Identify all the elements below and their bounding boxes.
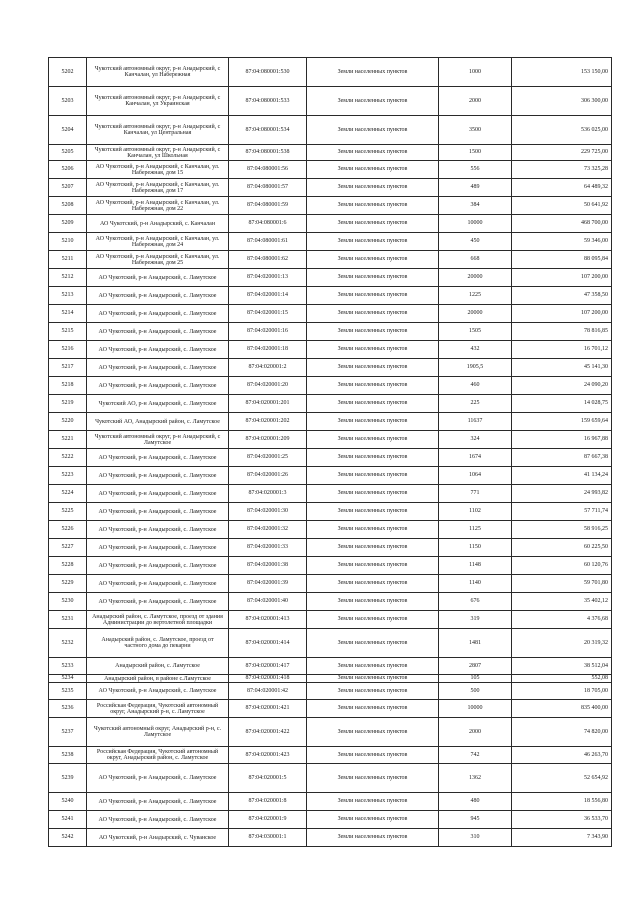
area-cell: 1102 [439,503,512,521]
row-number: 5225 [49,503,87,521]
address-cell: АО Чукотский, р-н Анадырский, с Канчалан, ул. Набережная, дом 22 [87,197,229,215]
land-category-cell: Земли населенных пунктов [307,341,439,359]
cadastral-number-cell: 87:04:020001:423 [229,747,307,764]
cadastral-value-cell: 7 343,90 [512,829,612,847]
area-cell: 1500 [439,145,512,161]
cadastral-number-cell: 87:04:080001:6 [229,215,307,233]
row-number: 5226 [49,521,87,539]
area-cell: 1125 [439,521,512,539]
cadastral-number-cell: 87:04:080001:56 [229,161,307,179]
row-number: 5232 [49,629,87,658]
area-cell: 450 [439,233,512,251]
address-cell: Чукотский автономный округ, р-н Анадырский, с Канчалан, ул Центральная [87,116,229,145]
land-category-cell: Земли населенных пунктов [307,197,439,215]
cadastral-number-cell: 87:04:080001:61 [229,233,307,251]
row-number: 5224 [49,485,87,503]
address-cell: АО Чукотский, р-н Анадырский, с. Ламутское [87,811,229,829]
area-cell: 1362 [439,764,512,793]
cadastral-value-cell: 18 705,00 [512,683,612,700]
table-row [49,87,612,116]
land-category-cell: Земли населенных пунктов [307,287,439,305]
address-cell: АО Чукотский, р-н Анадырский, с. Ламутское [87,305,229,323]
table-row [49,575,612,593]
land-category-cell: Земли населенных пунктов [307,377,439,395]
land-category-cell: Земли населенных пунктов [307,629,439,658]
address-cell: АО Чукотский, р-н Анадырский, с. Ламутское [87,485,229,503]
address-cell: АО Чукотский, р-н Анадырский, с. Ламутское [87,269,229,287]
cadastral-value-cell: 35 402,12 [512,593,612,611]
cadastral-number-cell: 87:04:020001:20 [229,377,307,395]
cadastral-number-cell: 87:04:020001:421 [229,700,307,718]
table-row [49,58,612,87]
address-cell: АО Чукотский, р-н Анадырский, с. Ламутское [87,683,229,700]
cadastral-value-cell: 229 725,00 [512,145,612,161]
land-category-cell: Земли населенных пунктов [307,233,439,251]
address-cell: Анадырский район, с. Ламутское, проезд от частного дома до пекарни [87,629,229,658]
cadastral-number-cell: 87:04:020001:33 [229,539,307,557]
area-cell: 1148 [439,557,512,575]
cadastral-value-cell: 78 816,85 [512,323,612,341]
land-category-cell: Земли населенных пунктов [307,811,439,829]
land-register-page [48,57,611,847]
cadastral-value-cell: 50 641,92 [512,197,612,215]
cadastral-number-cell: 87:04:020001:422 [229,718,307,747]
cadastral-number-cell: 87:04:020001:202 [229,413,307,431]
address-cell: АО Чукотский, р-н Анадырский, с. Ламутское [87,467,229,485]
cadastral-value-cell: 73 325,28 [512,161,612,179]
cadastral-value-cell: 18 556,80 [512,793,612,811]
row-number: 5219 [49,395,87,413]
area-cell: 324 [439,431,512,449]
table-row [49,251,612,269]
cadastral-number-cell: 87:04:020001:38 [229,557,307,575]
land-category-cell: Земли населенных пунктов [307,675,439,683]
table-row [49,323,612,341]
cadastral-value-cell: 20 319,32 [512,629,612,658]
row-number: 5240 [49,793,87,811]
row-number: 5239 [49,764,87,793]
cadastral-value-cell: 24 090,20 [512,377,612,395]
land-plots-table [48,57,612,847]
area-cell: 668 [439,251,512,269]
address-cell: АО Чукотский, р-н Анадырский, с. Ламутское [87,449,229,467]
cadastral-number-cell: 87:04:020001:32 [229,521,307,539]
table-row [49,269,612,287]
cadastral-number-cell: 87:04:020001:418 [229,675,307,683]
area-cell: 771 [439,485,512,503]
cadastral-value-cell: 24 993,82 [512,485,612,503]
row-number: 5212 [49,269,87,287]
land-category-cell: Земли населенных пунктов [307,179,439,197]
table-row [49,485,612,503]
land-category-cell: Земли населенных пунктов [307,215,439,233]
land-category-cell: Земли населенных пунктов [307,116,439,145]
cadastral-value-cell: 552,08 [512,675,612,683]
cadastral-number-cell: 87:04:080001:62 [229,251,307,269]
cadastral-number-cell: 87:04:020001:14 [229,287,307,305]
row-number: 5203 [49,87,87,116]
row-number: 5206 [49,161,87,179]
table-row [49,377,612,395]
area-cell: 10000 [439,215,512,233]
area-cell: 742 [439,747,512,764]
cadastral-number-cell: 87:04:020001:39 [229,575,307,593]
area-cell: 945 [439,811,512,829]
address-cell: Российская Федерация, Чукотский автономный округ, Анадырский р-н, с. Ламутское [87,700,229,718]
land-category-cell: Земли населенных пунктов [307,764,439,793]
table-row [49,145,612,161]
address-cell: АО Чукотский, р-н Анадырский, с. Канчалан [87,215,229,233]
land-category-cell: Земли населенных пунктов [307,449,439,467]
address-cell: АО Чукотский, р-н Анадырский, с. Ламутское [87,323,229,341]
cadastral-value-cell: 57 711,74 [512,503,612,521]
land-category-cell: Земли населенных пунктов [307,269,439,287]
land-plots-table-body [49,58,612,847]
cadastral-number-cell: 87:04:080001:530 [229,58,307,87]
cadastral-number-cell: 87:04:020001:5 [229,764,307,793]
land-category-cell: Земли населенных пунктов [307,467,439,485]
area-cell: 225 [439,395,512,413]
land-category-cell: Земли населенных пунктов [307,829,439,847]
table-row [49,179,612,197]
address-cell: АО Чукотский, р-н Анадырский, с. Ламутское [87,557,229,575]
cadastral-value-cell: 64 489,32 [512,179,612,197]
table-row [49,431,612,449]
table-row [49,215,612,233]
table-row [49,700,612,718]
cadastral-value-cell: 14 028,75 [512,395,612,413]
land-category-cell: Земли населенных пунктов [307,658,439,675]
address-cell: Чукотский автономный округ, р-н Анадырский, с Канчалан, ул Школьная [87,145,229,161]
area-cell: 500 [439,683,512,700]
area-cell: 676 [439,593,512,611]
table-row [49,593,612,611]
cadastral-number-cell: 87:04:020001:42 [229,683,307,700]
cadastral-value-cell: 60 120,76 [512,557,612,575]
cadastral-number-cell: 87:04:080001:59 [229,197,307,215]
address-cell: Чукотский автономный округ, р-н Анадырский, с Канчалан, ул Набережная [87,58,229,87]
address-cell: АО Чукотский, р-н Анадырский, с. Ламутское [87,764,229,793]
table-row [49,341,612,359]
land-category-cell: Земли населенных пунктов [307,700,439,718]
cadastral-value-cell: 107 200,00 [512,269,612,287]
row-number: 5220 [49,413,87,431]
cadastral-number-cell: 87:04:020001:413 [229,611,307,629]
cadastral-value-cell: 835 400,00 [512,700,612,718]
row-number: 5233 [49,658,87,675]
land-category-cell: Земли населенных пунктов [307,359,439,377]
cadastral-value-cell: 47 358,50 [512,287,612,305]
land-category-cell: Земли населенных пунктов [307,413,439,431]
table-row [49,287,612,305]
row-number: 5237 [49,718,87,747]
area-cell: 20000 [439,305,512,323]
cadastral-number-cell: 87:04:020001:414 [229,629,307,658]
land-category-cell: Земли населенных пунктов [307,161,439,179]
row-number: 5241 [49,811,87,829]
cadastral-value-cell: 58 916,25 [512,521,612,539]
row-number: 5218 [49,377,87,395]
cadastral-value-cell: 16 701,12 [512,341,612,359]
cadastral-value-cell: 87 667,38 [512,449,612,467]
area-cell: 1905,5 [439,359,512,377]
address-cell: АО Чукотский, р-н Анадырский, с. Ламутское [87,503,229,521]
table-row [49,359,612,377]
area-cell: 1150 [439,539,512,557]
address-cell: АО Чукотский, р-н Анадырский, с. Ламутское [87,287,229,305]
land-category-cell: Земли населенных пунктов [307,87,439,116]
area-cell: 2807 [439,658,512,675]
cadastral-value-cell: 60 225,50 [512,539,612,557]
cadastral-number-cell: 87:04:020001:13 [229,269,307,287]
area-cell: 556 [439,161,512,179]
area-cell: 2000 [439,718,512,747]
cadastral-number-cell: 87:04:020001:40 [229,593,307,611]
table-row [49,658,612,675]
area-cell: 432 [439,341,512,359]
address-cell: АО Чукотский, р-н Анадырский, с. Ламутское [87,575,229,593]
cadastral-number-cell: 87:04:020001:26 [229,467,307,485]
table-row [49,413,612,431]
address-cell: АО Чукотский, р-н Анадырский, с. Ламутское [87,521,229,539]
land-category-cell: Земли населенных пунктов [307,521,439,539]
address-cell: АО Чукотский, р-н Анадырский, с. Ламутское [87,341,229,359]
cadastral-value-cell: 153 150,00 [512,58,612,87]
address-cell: АО Чукотский, р-н Анадырский, с. Ламутское [87,539,229,557]
area-cell: 310 [439,829,512,847]
address-cell: Чукотский автономный округ, р-н Анадырский, с Ламутское [87,431,229,449]
address-cell: АО Чукотский, р-н Анадырский, с. Ламутское [87,793,229,811]
row-number: 5214 [49,305,87,323]
cadastral-number-cell: 87:04:080001:533 [229,87,307,116]
row-number: 5215 [49,323,87,341]
table-row [49,764,612,793]
address-cell: Чукотский АО, р-н Анадырский, с. Ламутское [87,395,229,413]
address-cell: АО Чукотский, р-н Анадырский, с. Чуванское [87,829,229,847]
table-row [49,161,612,179]
table-row [49,793,612,811]
row-number: 5216 [49,341,87,359]
land-category-cell: Земли населенных пунктов [307,718,439,747]
address-cell: АО Чукотский, р-н Анадырский, с. Ламутское [87,359,229,377]
cadastral-number-cell: 87:04:030001:1 [229,829,307,847]
row-number: 5208 [49,197,87,215]
land-category-cell: Земли населенных пунктов [307,305,439,323]
row-number: 5213 [49,287,87,305]
cadastral-value-cell: 107 200,00 [512,305,612,323]
land-category-cell: Земли населенных пунктов [307,145,439,161]
row-number: 5210 [49,233,87,251]
address-cell: АО Чукотский, р-н Анадырский, с. Ламутское [87,593,229,611]
cadastral-value-cell: 468 700,00 [512,215,612,233]
table-row [49,467,612,485]
row-number: 5222 [49,449,87,467]
cadastral-number-cell: 87:04:020001:209 [229,431,307,449]
table-row [49,305,612,323]
row-number: 5231 [49,611,87,629]
area-cell: 489 [439,179,512,197]
cadastral-number-cell: 87:04:080001:57 [229,179,307,197]
row-number: 5229 [49,575,87,593]
area-cell: 1505 [439,323,512,341]
table-row [49,683,612,700]
address-cell: Анадырский район, в районе с.Ламутское [87,675,229,683]
table-row [49,747,612,764]
row-number: 5242 [49,829,87,847]
address-cell: Чукотский автономный округ, р-н Анадырский, с Канчалан, ул Украинская [87,87,229,116]
cadastral-number-cell: 87:04:080001:538 [229,145,307,161]
cadastral-number-cell: 87:04:020001:3 [229,485,307,503]
area-cell: 3500 [439,116,512,145]
row-number: 5209 [49,215,87,233]
area-cell: 11637 [439,413,512,431]
area-cell: 1140 [439,575,512,593]
cadastral-value-cell: 38 512,04 [512,658,612,675]
land-category-cell: Земли населенных пунктов [307,323,439,341]
cadastral-value-cell: 536 025,00 [512,116,612,145]
land-category-cell: Земли населенных пунктов [307,485,439,503]
area-cell: 105 [439,675,512,683]
cadastral-value-cell: 4 376,68 [512,611,612,629]
address-cell: АО Чукотский, р-н Анадырский, с Канчалан, ул. Набережная, дом 24 [87,233,229,251]
table-row [49,395,612,413]
address-cell: АО Чукотский, р-н Анадырский, с Канчалан, ул. Набережная, дом 17 [87,179,229,197]
area-cell: 480 [439,793,512,811]
land-category-cell: Земли населенных пунктов [307,503,439,521]
land-category-cell: Земли населенных пунктов [307,593,439,611]
address-cell: АО Чукотский, р-н Анадырский, с Канчалан, ул. Набережная, дом 25 [87,251,229,269]
cadastral-number-cell: 87:04:080001:534 [229,116,307,145]
cadastral-value-cell: 16 967,88 [512,431,612,449]
area-cell: 20000 [439,269,512,287]
land-category-cell: Земли населенных пунктов [307,683,439,700]
row-number: 5228 [49,557,87,575]
area-cell: 10000 [439,700,512,718]
cadastral-number-cell: 87:04:020001:15 [229,305,307,323]
land-category-cell: Земли населенных пунктов [307,747,439,764]
address-cell: Чукотский автономный округ, Анадырский р-н, с. Ламутское [87,718,229,747]
cadastral-value-cell: 88 095,84 [512,251,612,269]
row-number: 5234 [49,675,87,683]
cadastral-number-cell: 87:04:020001:18 [229,341,307,359]
cadastral-value-cell: 45 141,30 [512,359,612,377]
table-row [49,718,612,747]
row-number: 5238 [49,747,87,764]
row-number: 5205 [49,145,87,161]
land-category-cell: Земли населенных пунктов [307,395,439,413]
area-cell: 2000 [439,87,512,116]
cadastral-number-cell: 87:04:020001:8 [229,793,307,811]
cadastral-number-cell: 87:04:020001:30 [229,503,307,521]
address-cell: Чукотский АО, Анадырский район, с. Ламутское [87,413,229,431]
row-number: 5217 [49,359,87,377]
cadastral-value-cell: 59 346,00 [512,233,612,251]
table-row [49,503,612,521]
row-number: 5207 [49,179,87,197]
area-cell: 384 [439,197,512,215]
address-cell: Анадырский район, с. Ламутское [87,658,229,675]
table-row [49,629,612,658]
table-row [49,116,612,145]
table-row [49,521,612,539]
cadastral-number-cell: 87:04:020001:2 [229,359,307,377]
table-row [49,233,612,251]
cadastral-value-cell: 74 820,00 [512,718,612,747]
cadastral-value-cell: 306 300,00 [512,87,612,116]
cadastral-number-cell: 87:04:020001:16 [229,323,307,341]
area-cell: 460 [439,377,512,395]
cadastral-value-cell: 36 533,70 [512,811,612,829]
row-number: 5202 [49,58,87,87]
address-cell: АО Чукотский, р-н Анадырский, с Канчалан, ул. Набережная, дом 15 [87,161,229,179]
area-cell: 1000 [439,58,512,87]
table-row [49,811,612,829]
land-category-cell: Земли населенных пунктов [307,557,439,575]
table-row [49,449,612,467]
land-category-cell: Земли населенных пунктов [307,793,439,811]
area-cell: 1225 [439,287,512,305]
cadastral-number-cell: 87:04:020001:201 [229,395,307,413]
cadastral-value-cell: 159 659,64 [512,413,612,431]
cadastral-number-cell: 87:04:020001:25 [229,449,307,467]
row-number: 5204 [49,116,87,145]
cadastral-value-cell: 52 654,92 [512,764,612,793]
cadastral-value-cell: 41 134,24 [512,467,612,485]
land-category-cell: Земли населенных пунктов [307,431,439,449]
table-row [49,675,612,683]
cadastral-value-cell: 46 263,70 [512,747,612,764]
land-category-cell: Земли населенных пунктов [307,58,439,87]
land-category-cell: Земли населенных пунктов [307,251,439,269]
row-number: 5221 [49,431,87,449]
row-number: 5227 [49,539,87,557]
address-cell: Российская Федерация, Чукотский автономный округ, Анадырский район, с. Ламутское [87,747,229,764]
table-row [49,197,612,215]
land-category-cell: Земли населенных пунктов [307,575,439,593]
area-cell: 1064 [439,467,512,485]
land-category-cell: Земли населенных пунктов [307,539,439,557]
address-cell: Анадырский район, с. Ламутское, проезд от здания Администрации до вертолетной площадки [87,611,229,629]
area-cell: 1481 [439,629,512,658]
cadastral-value-cell: 59 701,80 [512,575,612,593]
area-cell: 319 [439,611,512,629]
table-row [49,611,612,629]
row-number: 5236 [49,700,87,718]
table-row [49,557,612,575]
area-cell: 1674 [439,449,512,467]
row-number: 5235 [49,683,87,700]
cadastral-number-cell: 87:04:020001:9 [229,811,307,829]
row-number: 5211 [49,251,87,269]
row-number: 5230 [49,593,87,611]
address-cell: АО Чукотский, р-н Анадырский, с. Ламутское [87,377,229,395]
cadastral-number-cell: 87:04:020001:417 [229,658,307,675]
table-row [49,829,612,847]
row-number: 5223 [49,467,87,485]
table-row [49,539,612,557]
land-category-cell: Земли населенных пунктов [307,611,439,629]
